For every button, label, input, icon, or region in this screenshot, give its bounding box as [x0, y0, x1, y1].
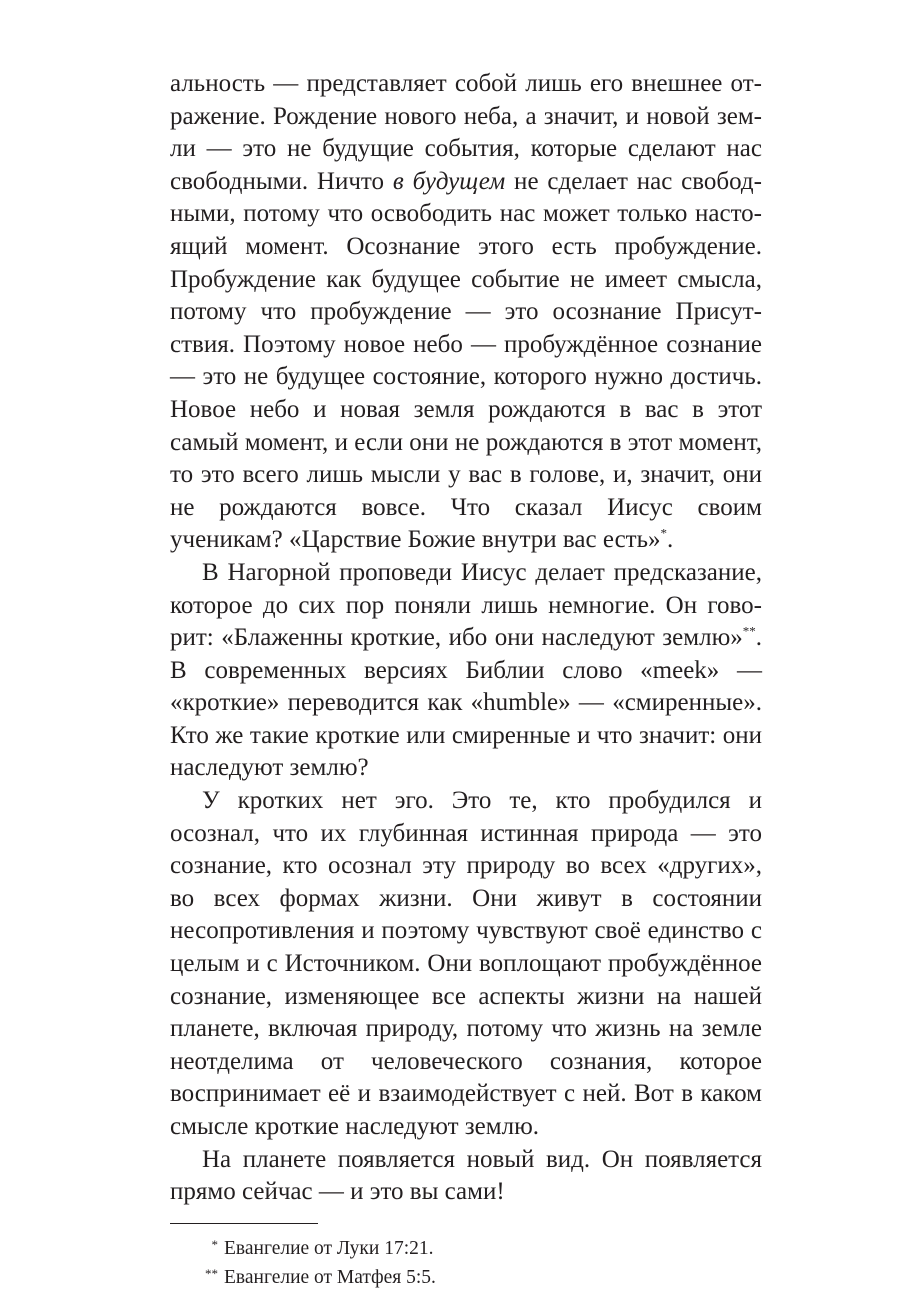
- paragraph-2-text-start: В Нагорной проповеди Иисус делает предсказание, которое до сих пор поняли лишь немногие. Он говорит: «Блаженны кроткие, ибо они наследуют землю»: [170, 558, 762, 652]
- book-page: [170, 68, 762, 1292]
- footnote-ref-1: *: [660, 525, 667, 541]
- paragraph-2: [170, 557, 762, 785]
- paragraph-1-text-end: .: [667, 526, 674, 554]
- footnote-1: [170, 1234, 762, 1263]
- footnote-1-text: Евангелие от Луки 17:21.: [224, 1237, 434, 1259]
- paragraph-1-italic: в будущем: [392, 167, 506, 195]
- footnote-2-text: Евангелие от Матфея 5:5.: [224, 1266, 436, 1288]
- paragraph-1-text-start: альность — представляет собой лишь его внешнее отражение. Рождение нового неба, а значит, и новой земли — это не будущие события, которые сделают нас свободными. Ничто: [170, 70, 762, 195]
- paragraph-1: [170, 68, 762, 557]
- footnote-1-mark: *: [211, 1236, 218, 1252]
- footnote-divider: [170, 1223, 318, 1224]
- paragraph-1-text-middle: не сделает нас свободными, потому что освободить нас может только настоящий момент. Осознание этого есть пробуждение. Пробуждение как будущее событие не имеет смысла, потому что пробуждение — это осознание Присутствия. Поэтому новое небо — пробуждённое сознание — это не будущее состояние, которого нужно достичь. Новое небо и новая земля рождаются в вас в этот самый момент, и если они не рождаются в этот момент, то это всего лишь мысли у вас в голове, и, значит, они не рождаются вовсе. Что сказал Иисус своим ученикам? «Царствие Божие внутри вас есть»: [170, 167, 762, 554]
- paragraph-3: У кротких нет эго. Это те, кто пробудился и осознал, что их глубинная истинная природа — это сознание, кто осознал эту природу во всех «других», во всех формах жизни. Они живут в состоянии несопротивления и поэтому чувствуют своё единство с целым и с Источником. Они воплощают пробуждённое сознание, изменяющее все аспекты жизни на нашей планете, включая природу, потому что жизнь на земле неотделима от человеческого сознания, которое воспринимает её и взаимодействует с ней. Вот в каком смысле кроткие наследуют землю.: [170, 787, 762, 1140]
- footnote-2: [170, 1263, 762, 1292]
- footnote-2-mark: **: [205, 1265, 218, 1281]
- paragraph-2-text-end: . В современных версиях Библии слово «meek» — «кроткие» переводится как «humble» — «смиренные». Кто же такие кроткие или смиренные и что значит: они наследуют землю?: [170, 624, 762, 782]
- paragraph-4: На планете появляется новый вид. Он появляется прямо сейчас — и это вы сами!: [170, 1145, 762, 1206]
- footnote-ref-2: **: [742, 623, 756, 639]
